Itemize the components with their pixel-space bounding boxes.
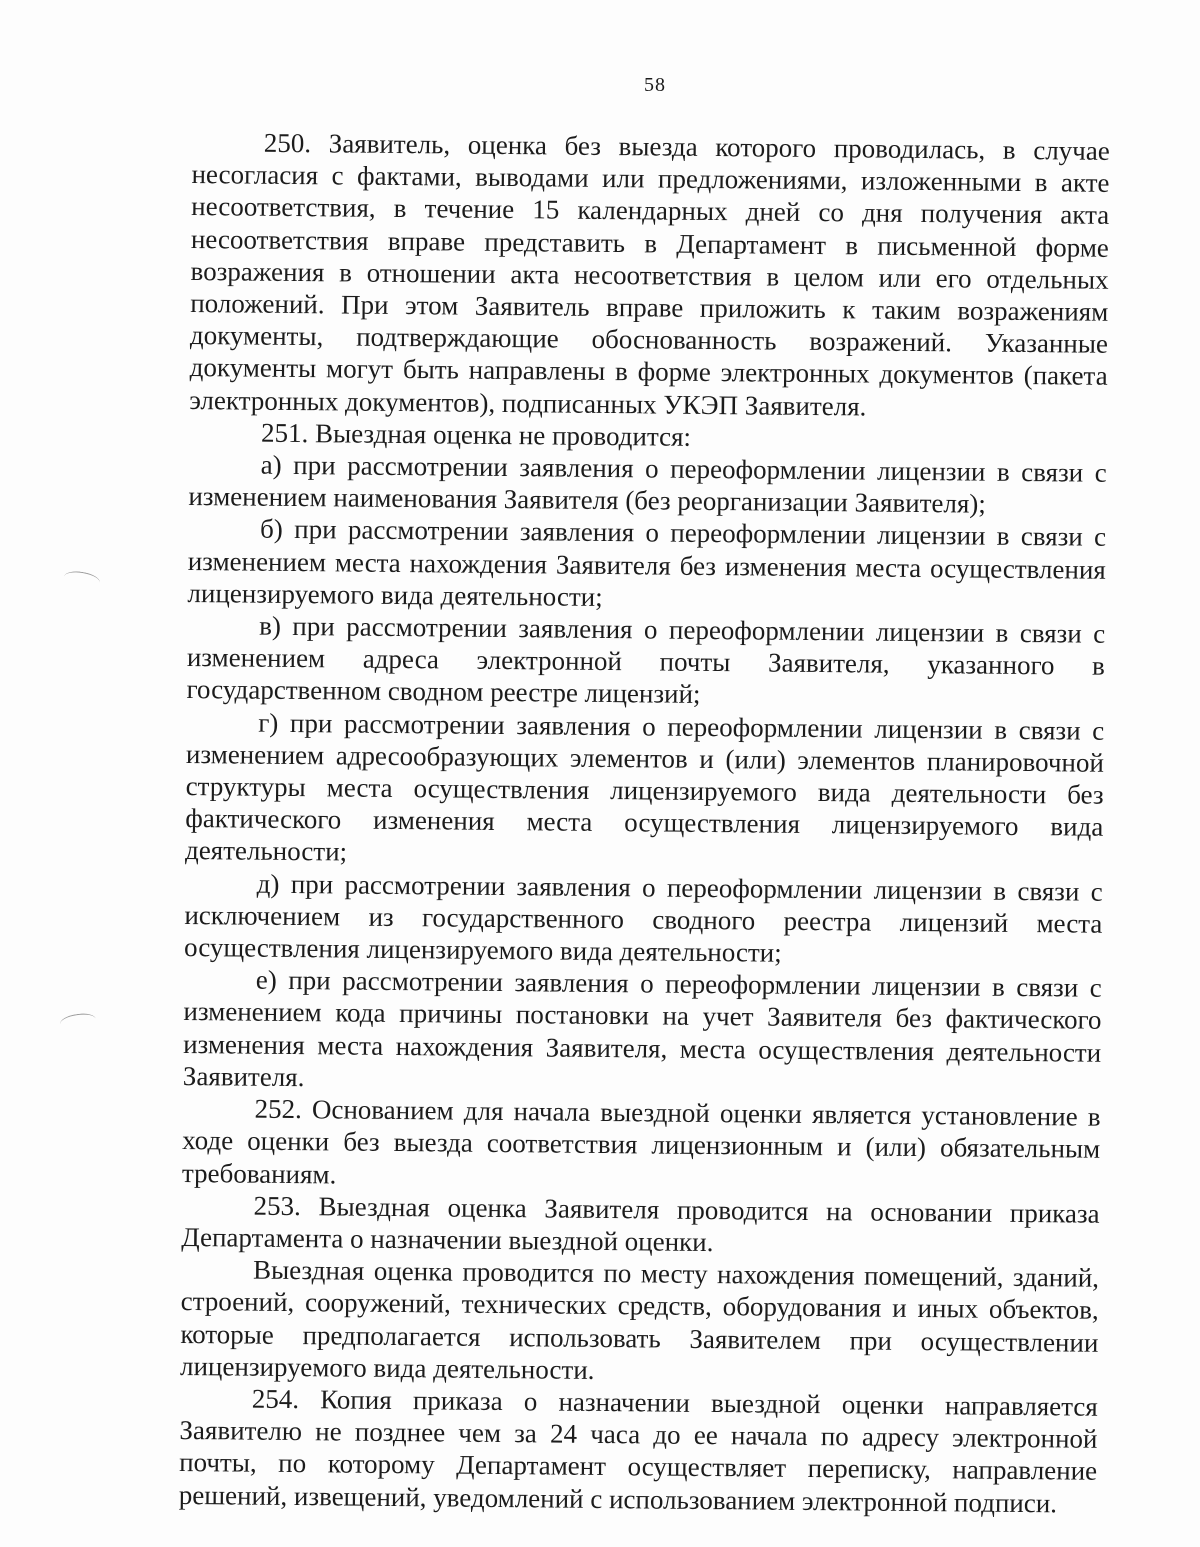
scan-punch-mark bbox=[63, 569, 101, 590]
paragraph-250: 250. Заявитель, оценка без выезда которого проводилась, в случае несогласия с фактами, выводами или предложениями, изложенными в акте несоответствия, в течение 15 календарных дней со дня получения акта несоответствия вправе представить в Департамент в письменной форме возражения в отношении акта несоответствия в целом или его отдельных положений. При этом Заявитель вправе приложить к таким возражениям документы, подтверждающие обоснованность возражений. Указанные документы могут быть направлены в форме электронных документов (пакета электронных документов), подписанных УКЭП Заявителя. bbox=[189, 127, 1110, 422]
paragraph-253: 253. Выездная оценка Заявителя проводится на основании приказа Департамента о назначении выездной оценки. bbox=[181, 1190, 1100, 1257]
paragraph-253-continuation: Выездная оценка проводится по месту нахождения помещений, зданий, строений, сооружений, технических средств, оборудования и иных объектов, которые предполагается использовать Заявителем при осуществлении лицензируемого вида деятельности. bbox=[179, 1254, 1100, 1385]
list-item-d: д) при рассмотрении заявления о переоформлении лицензии в связи с исключением из государственного сводного реестра лицензий места осуществления лицензируемого вида деятельности; bbox=[183, 868, 1103, 968]
list-item-b: б) при рассмотрении заявления о переоформлении лицензии в связи с изменением места нахождения Заявителя без изменения места осуществления лицензируемого вида деятельности; bbox=[187, 514, 1107, 612]
page-number: 58 bbox=[644, 74, 666, 96]
paragraph-252: 252. Основанием для начала выездной оценки является установление в ходе оценки без выезда соответствия лицензионным и (или) обязательным требованиям. bbox=[181, 1093, 1101, 1189]
list-item-e: е) при рассмотрении заявления о переоформлении лицензии в связи с изменением кода причины постановки на учет Заявителя без фактического изменения места нахождения Заявителя, места осуществления деятельности Заявителя. bbox=[182, 964, 1102, 1093]
scan-punch-mark bbox=[59, 1012, 97, 1032]
list-item-g: г) при рассмотрении заявления о переоформлении лицензии в связи с изменением адресообразующих элементов и (или) элементов планировочной структуры места осуществления лицензируемого вида деятельности без фактического изменения места осуществления лицензируемого вида деятельности; bbox=[184, 707, 1105, 867]
paragraph-251: 251. Выездная оценка не проводится: bbox=[260, 417, 692, 452]
document-body bbox=[179, 126, 1110, 1519]
list-item-v: в) при рассмотрении заявления о переоформлении лицензии в связи с изменением адреса электронной почты Заявителя, указанного в государственном сводном реестре лицензий; bbox=[186, 610, 1106, 710]
list-item-a: а) при рассмотрении заявления о переоформлении лицензии в связи с изменением наименования Заявителя (без реорганизации Заявителя); bbox=[188, 449, 1107, 519]
paragraph-254: 254. Копия приказа о назначении выездной оценки направляется Заявителю не позднее чем за 24 часа до ее начала по адресу электронной почты, по которому Департамент осуществляет переписку, направление решений, извещений, уведомлений с использованием электронной подписи. bbox=[178, 1383, 1098, 1518]
